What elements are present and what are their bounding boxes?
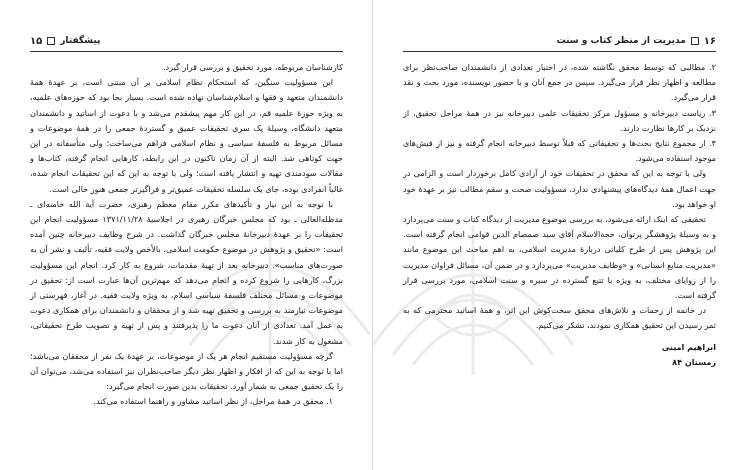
paragraph: ۴. از مجموع نتایج بحث‌ها و تحقیقاتی که قبلاً توسط دبیرخانه انجام گرفته و نیز از فیش‌های موجود استفاده می‌شود. <box>403 138 716 164</box>
paragraph: ۲. مطالبی که توسط محقق نگاشته شده، در اختیار تعدادی از دانشمندان صاحب‌نظر برای مطالعه و اظهار نظر قرار می‌گیرد. سپس در جمع آنان و با حضور نویسنده، مورد بحث و نقد قرار می‌گیرد. <box>403 62 716 103</box>
paragraph: این مسؤولیت سنگین، که استحکام نظام اسلامی بر آن مبتنی است، بر عهدهٔ همهٔ دانشمندان متعهد و فقها و اسلام‌شناسان نهاده شده است. بسیار بجا بود که حوزه‌های علمیه، به ویژه حوزهٔ علمیه قم، در این کار مهم پیشقدم می‌شد و با دعوت از اساتید و دانشمندان متعهد دانشگاه، وسیلهٔ یک سری تحقیقات عمیق و گستردهٔ جمعی را در همهٔ موضوعات و مسائل مربوط به فلسفهٔ سیاسی و نظام اسلامی فراهم می‌ساخت؛ ولی متأسفانه در این جهت کوتاهی شد. البته از آن زمان تاکنون در این رابطه، کارهایی انجام گرفته، کتاب‌ها و مقالات سودمندی تهیه و انتشار یافته است؛ ولی با توجه به این که این تحقیقات انجام شده، غالباً انفرادی بوده، جای یک سلسله تحقیقات عمیق‌تر و فراگیرتر جمعی هنوز خالی است. <box>30 77 343 194</box>
paragraph: گرچه مسؤولیت مستقیم انجام هر یک از موضوعات، بر عهدهٔ یک نفر از محققان می‌باشد؛ اما با توجه به این که از افکار و اظهار نظر دیگر صاحب‌نظران نیز استفاده می‌شد، می‌توان آن را یک تحقیق جمعی به شمار آورد. تحقیقات بدین صورت انجام می‌گیرد: <box>30 350 343 392</box>
square-bullet-icon <box>691 37 699 45</box>
body-text <box>403 60 716 370</box>
page-header <box>30 34 343 48</box>
page-number: ۱۶ <box>703 35 716 47</box>
page-number: ۱۵ <box>30 35 43 47</box>
paragraph: کارشناسان مربوطه، مورد تحقیق و بررسی قرار گیرد. <box>162 62 343 72</box>
running-title: مدیریت از منظر کتاب و سنت <box>556 36 686 46</box>
signature-name: ابراهیم امینی <box>661 341 716 352</box>
paragraph: ۱. محقق در همهٔ مراحل، از نظر اساتید مشاور و راهنما استفاده می‌کند. <box>93 396 333 407</box>
signature-date: زمستان ۸۴ <box>672 356 716 367</box>
paragraph: در خاتمه از زحمات و تلاش‌های محقق سخت‌کوش این اثر، و همهٔ اساتید محترمی که به ثمر رسیدن این تحقیق همکاری نمودند، تشکر می‌کنیم. <box>403 305 716 331</box>
paragraph: تحقیقی که اینک ارائه می‌شود، به بررسی موضوع مدیریت از دیدگاه کتاب و سنت می‌پردازد و به وسیلهٔ پژوهشگر پرتوان، حجةالاسلام آقای سید صمصام الدین قوامی انجام گرفته است. این پژوهش پس از طرح کلیاتی دربارهٔ مدیریت اسلامی، به اهم مباحث این موضوع مانند «مدیریت منابع انسانی» و «وظایف مدیریت» می‌پردازد و در ضمن آن، مسائل فراوان مدیریت را از زوایای مختلف، به ویژه با تتبع گسترده در سیره و سنت اسلامی، مورد بررسی قرار گرفته است. <box>403 214 716 301</box>
paragraph: ۳. ریاست دبیرخانه و مسؤول مرکز تحقیقات علمی دبیرخانه نیز در همهٔ مراحل تحقیق، از نزدیک بر کارها نظارت دارند. <box>403 107 716 133</box>
paragraph: ولی با توجه به این که محقق در تحقیقات خود از آزادی کامل برخوردار است و الزامی در جهت اعمال همهٔ دیدگاه‌های پیشنهادی ندارد، مسؤولیت صحت و سقم مطالب نیز بر عهدهٔ خود او خواهد بود. <box>403 168 716 209</box>
paragraph: با توجه به این نیاز و تأکیدهای مکرر مقام معظم رهبری، حضرت آیة الله خامنه‌ای ـ مدظله‌العالی ـ بود که مجلس خبرگان رهبری در اجلاسیهٔ ۱۳۷۱/۱۱/۲۸ مسؤولیت انجام این تحقیقات را بر عهدهٔ دبیرخانهٔ مجلس خبرگان گذاشت. در شرح وظایف دبیرخانه چنین آمده است: «تحقیق و پژوهش در موضوع حکومت اسلامی، بالأخص ولایت فقیه، تألیف و نشر آن به صورت‌های مناسب». دبیرخانه بعد از تهیهٔ مقدمات، شروع به کار کرد. انجام این مسؤولیت بزرگ، کارهایی را شروع کرده و انجام می‌دهد که مهم‌ترین آن‌ها عبارت است از: تحقیق در موضوعات و مسائل مختلف فلسفهٔ سیاسی اسلام، به ویژه ولایت فقیه. در آغاز، فهرستی از موضوعات نیازمند به بررسی و تحقیق تهیه شد و از محققان و دانشمندان برای همکاری دعوت به عمل آمد. تعدادی از آنان دعوت ما را پذیرفتند و پس از تهیه و تصویب طرح تحقیقاتی، مشغول به کار شدند. <box>30 198 343 346</box>
page-header <box>403 34 716 48</box>
square-bullet-icon <box>47 37 55 45</box>
running-title: پیشگفتار <box>60 36 101 46</box>
body-text <box>30 60 343 410</box>
header-rule <box>403 51 716 52</box>
right-page <box>373 0 746 470</box>
header-rule <box>30 51 343 52</box>
